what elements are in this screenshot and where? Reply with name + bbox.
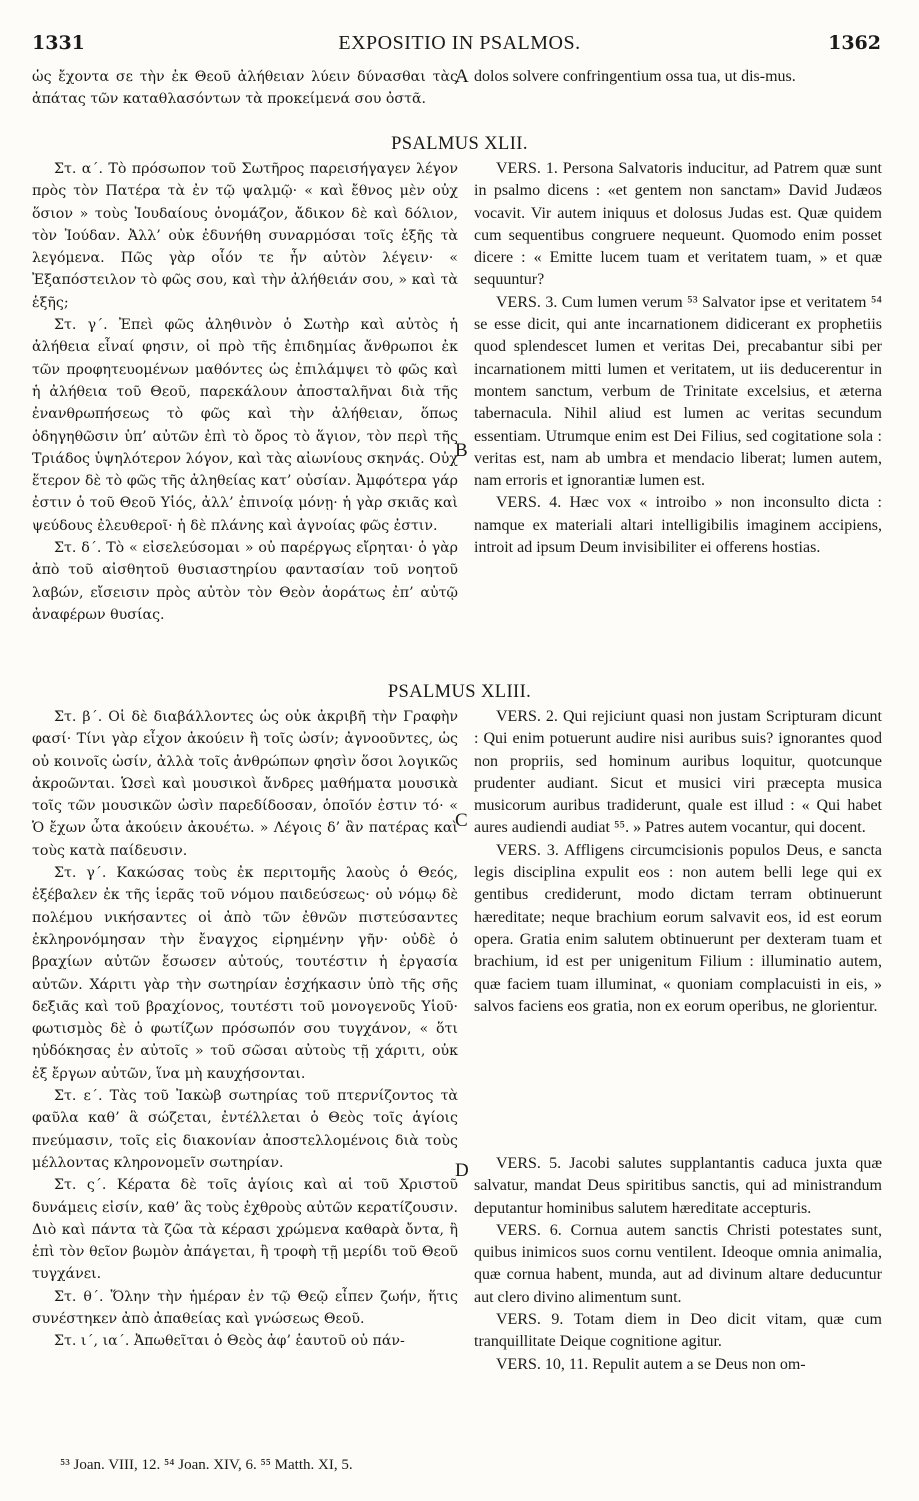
latin-paragraph: VERS. 2. Qui rejiciunt quasi non justam Scripturam dicunt : Qui enim potuerunt audire nisi auribus suis? ignorantes quod non propriis, sed hominum auribus loquitur, quotcunque prudenter audiant. Sicut et musici viri præcepta musica musicorum auribus tradiderunt, quale est illud : « Qui habet aures audiendi audiat ⁵⁵. » Patres autem vocantur, qui docent. <box>474 708 882 837</box>
greek-intro <box>32 66 458 111</box>
latin-paragraph: VERS. 3. Affligens circumcisionis populos Deus, e sancta legis disciplina expulit eos : non autem belli lege qui ex gentibus crediderunt, modo dictam terram obtinuerunt hæreditate; neque brachium eorum salvavit eos, id est eorum opera. Gratia enim salutem obtinuerunt per dexteram tuam et brachium, id est per unigenitum Filium : illuminatio autem, quæ faciem tuam illuminat, « quoniam complacuisti in eis, » salvos faciens eos gratia, non ex eorum operibus, ne glorientur. <box>474 841 882 1015</box>
psalm-42-heading: PSALMUS XLII. <box>391 134 528 154</box>
psalm-43-latin-column-bottom <box>474 1153 882 1376</box>
greek-paragraph: ὡς ἔχοντα σε τὴν ἐκ Θεοῦ ἀλήθειαν λύειν δύνασθαι τὰς ἀπάτας τῶν καταθλασόντων τὰ προκείμενά σου ὀστᾶ. <box>32 69 458 108</box>
greek-paragraph: Στ. γ΄. Κακώσας τοὺς ἐκ περιτομῆς λαοὺς ὁ Θεός, ἐξέβαλεν ἐκ τῆς ἱερᾶς τοῦ νόμου παιδεύσεως· οὐ νόμῳ δὲ πολέμου νικήσαντες οἱ ἀπὸ τῶν ἐθνῶν πιστεύσαντες ἐκληρονόμησαν τὴν ἔναγχος εἰρημένην γῆν· οὐδὲ ὁ βραχίων αὐτῶν ἔσωσεν αὐτούς, τουτέστιν ἡ ἐργασία αὐτῶν. Χάριτι γὰρ τὴν σωτηρίαν ἐσχήκασιν ὑπὸ τῆς σῆς δεξιᾶς καὶ τοῦ βραχίονος, τουτέστι τοῦ μονογενοῦς Υἱοῦ· φωτισμὸς δὲ ὁ φωτίζων πρόσωπόν σου τυγχάνον, « ὅτι ηὐδόκησας ἐν αὐτοῖς » τοῦ σῶσαι αὐτοὺς τῇ χάριτι, οὐκ ἐξ ἔργων αὐτῶν, ἵνα μὴ καυχήσονται. <box>32 865 458 1082</box>
greek-paragraph: Στ. γ΄. Ἐπεὶ φῶς ἀληθινὸν ὁ Σωτὴρ καὶ αὐτὸς ἡ ἀλήθεια εἶναί φησιν, οἱ πρὸ τῆς ἐπιδημίας ἄνθρωποι ἐκ τῶν προφητευομένων μαθόντες ὡς ἐπιλάμψει τὸ φῶς καὶ ἡ ἀλήθεια τοῦ Θεοῦ, παρεκάλουν ἀποσταλῆναι διὰ τῆς ἐνανθρωπήσεως τὸ φῶς καὶ τὴν ἀλήθειαν, ὅπως ὁδηγηθῶσιν ὑπ’ αὐτῶν ἐπὶ τὸ ὄρος τὸ ἅγιον, τὸν περὶ τῆς Τριάδος ὑψηλότερον λόγον, καὶ τὰς αἰωνίους σκηνάς. Οὐχ ἕτερον δὲ τὸ φῶς τῆς ἀληθείας κατ’ οὐσίαν. Ἀμφότερα γάρ ἐστιν ὁ τοῦ Θεοῦ Υἱός, ἀλλ’ ἐπινοίᾳ μόνῃ· ἡ γὰρ σκιᾶς καὶ ψεύδους ἐλευθεροῖ· ἡ δὲ πλάνης καὶ ἀγνοίας φῶς ἐστιν. <box>32 317 458 534</box>
psalm-43-greek-column <box>32 706 458 1353</box>
latin-paragraph: VERS. 4. Hæc vox « introibo » non inconsulto dicta : namque ex materiali altari intelligibilis imaginem accipiens, introit ad ipsum Deum invisibiliter ei offerens hostias. <box>474 494 882 557</box>
latin-paragraph: VERS. 3. Cum lumen verum ⁵³ Salvator ipse et veritatem ⁵⁴ se esse dicit, qui ante incarnationem didicerant ex prophetiis quod splendescet lumen et veritas Dei, precabantur sibi per incarnationem mitti lumen et veritatem, ut iis deducerentur in montem sanctum, verbum de Trinitate excelsius, et æterna tabernacula. Nihil aliud est lumen ac veritas secundum essentiam. Utrumque enim est Dei Filius, sed cogitatione sola : veritas est, nam ab umbra et mendacio liberat; lumen autem, nam erroris et ignorantiæ lumen est. <box>474 293 882 490</box>
psalm-42-latin-column <box>474 158 882 559</box>
page-number-right: 1362 <box>828 32 881 54</box>
margin-marker-a: A <box>455 66 469 87</box>
greek-paragraph: Στ. β΄. Οἱ δὲ διαβάλλοντες ὡς οὐκ ἀκριβῆ τὴν Γραφὴν φασί· Τίνι γὰρ εἶχον ἀκούειν ἢ τοῖς ὠσίν; ἀγνοοῦντες, ὡς οὐ κοινοῖς ὠσίν, ἀλλὰ τοῖς ἀνθρώπων φησὶν ὅσοι λογικῶς ἀκροῶνται. Ὡσεὶ καὶ μουσικοὶ ἄνδρες μαθήματα μουσικὰ τοῖς τῶν μουσικῶν ὠσὶν παρεδίδοσαν, ὁποῖόν ἐστιν τό· « Ὁ ἔχων ὦτα ἀκούειν ἀκουέτω. » Λέγοις δ’ ἂν πατέρας καὶ τοὺς κατὰ παίδευσιν. <box>32 709 458 859</box>
greek-paragraph: Στ. ς΄. Κέρατα δὲ τοῖς ἁγίοις καὶ αἱ τοῦ Χριστοῦ δυνάμεις εἰσίν, καθ’ ἃς τοὺς ἐχθροὺς αὐτῶν κερατίζουσιν. Διὸ καὶ πάντα τὰ ζῶα τὰ κέρασι χρώμενα καθαρὰ ὄντα, ἢ ἐπὶ τὸν θεῖον βωμὸν ἀπάγεται, ἢ τροφὴ τῇ μερίδι τοῦ Θεοῦ τυγχάνει. <box>32 1177 458 1283</box>
latin-intro <box>474 66 882 88</box>
running-title: EXPOSITIO IN PSALMOS. <box>338 32 581 54</box>
greek-paragraph: Στ. α΄. Τὸ πρόσωπον τοῦ Σωτῆρος παρεισήγαγεν λέγον πρὸς τὸν Πατέρα τὰ ἐν τῷ ψαλμῷ· « καὶ ἔθνος μὲν οὐχ ὅσιον » τοὺς Ἰουδαίους ὀνομάζον, ἄδικον δὲ καὶ δόλιον, τὸν Ἰούδαν. Ἀλλ’ οὐκ ἐδυνήθη συναρμόσαι τοῖς ἑξῆς τὰ λεγόμενα. Πῶς γὰρ οἷόν τε ἦν αὐτὸν λέγειν· « Ἐξαπόστειλον τὸ φῶς σου, καὶ τὴν ἀλήθειάν σου, » καὶ τὰ ἑξῆς; <box>32 161 458 311</box>
page-header <box>0 32 919 62</box>
greek-paragraph: Στ. ε΄. Τὰς τοῦ Ἰακὼβ σωτηρίας τοῦ πτερνίζοντος τὰ φαῦλα καθ’ ἃ σώζεται, ἐντέλλεται ὁ Θεὸς τοῖς ἁγίοις πνεύμασιν, τοῖς εἰς διακονίαν ἀποστελλομένοις διὰ τοὺς μέλλοντας κληρονομεῖν σωτηρίαν. <box>32 1088 458 1171</box>
latin-paragraph: VERS. 9. Totam diem in Deo dicit vitam, quæ cum tranquillitate Deique cognitione agitur. <box>474 1311 882 1351</box>
latin-paragraph: VERS. 1. Persona Salvatoris inducitur, ad Patrem quæ sunt in psalmo dicens : «et gentem non sanctam» David Judæos vocavit. Vir autem iniquus et dolosus Judas est. Quæ quidem cum sequentibus congruere nequeunt. Quomodo enim posset dicere : « Emitte lucem tuam et veritatem tuam, » et quæ sequuntur? <box>474 160 882 289</box>
latin-paragraph: VERS. 5. Jacobi salutes supplantantis caduca juxta quæ salvatur, mandat Deus spiritibus sanctis, qui ad ministrandum deputantur hominibus salutem hæreditate accepturis. <box>474 1155 882 1217</box>
greek-paragraph: Στ. δ΄. Τὸ « εἰσελεύσομαι » οὐ παρέργως εἴρηται· ὁ γὰρ ἀπὸ τοῦ αἰσθητοῦ θυσιαστηρίου φαντασίαν τοῦ νοητοῦ λαβών, εἴσεισιν πρὸς αὐτὸν τὸν Θεὸν ἀοράτως ἐπ’ αὐτῷ ἀναφέρων θυσίας. <box>32 540 458 623</box>
psalm-43-heading: PSALMUS XLIII. <box>387 682 532 702</box>
margin-marker-b: B <box>455 440 468 461</box>
latin-paragraph: VERS. 10, 11. Repulit autem a se Deus non om- <box>496 1355 806 1373</box>
greek-paragraph: Στ. ι΄, ια΄. Ἀπωθεῖται ὁ Θεὸς ἀφ’ ἑαυτοῦ οὐ πάν- <box>54 1333 405 1350</box>
latin-paragraph: VERS. 6. Cornua autem sanctis Christi potestates sunt, quibus inimicos suos cornu ventilent. Ideoque omnia animalia, quæ cornua habent, munda, aut ad divinum altare deducuntur aut clero divino alimentum sunt. <box>474 1221 882 1306</box>
footnotes: ⁵³ Joan. VIII, 12. ⁵⁴ Joan. XIV, 6. ⁵⁵ Matth. XI, 5. <box>60 1457 353 1473</box>
page-number-left: 1331 <box>32 32 85 54</box>
psalm-42-greek-column <box>32 158 458 626</box>
margin-marker-d: D <box>455 1160 469 1181</box>
psalm-43-latin-column-top <box>474 706 882 1018</box>
latin-paragraph: dolos solvere confringentium ossa tua, ut dis-mus. <box>474 68 796 85</box>
greek-paragraph: Στ. θ΄. Ὅλην τὴν ἡμέραν ἐν τῷ Θεῷ εἶπεν ζωήν, ἥτις συνέστηκεν ἀπὸ ἀπαθείας καὶ γνώσεως Θεοῦ. <box>32 1288 458 1328</box>
margin-marker-c: C <box>455 810 468 831</box>
